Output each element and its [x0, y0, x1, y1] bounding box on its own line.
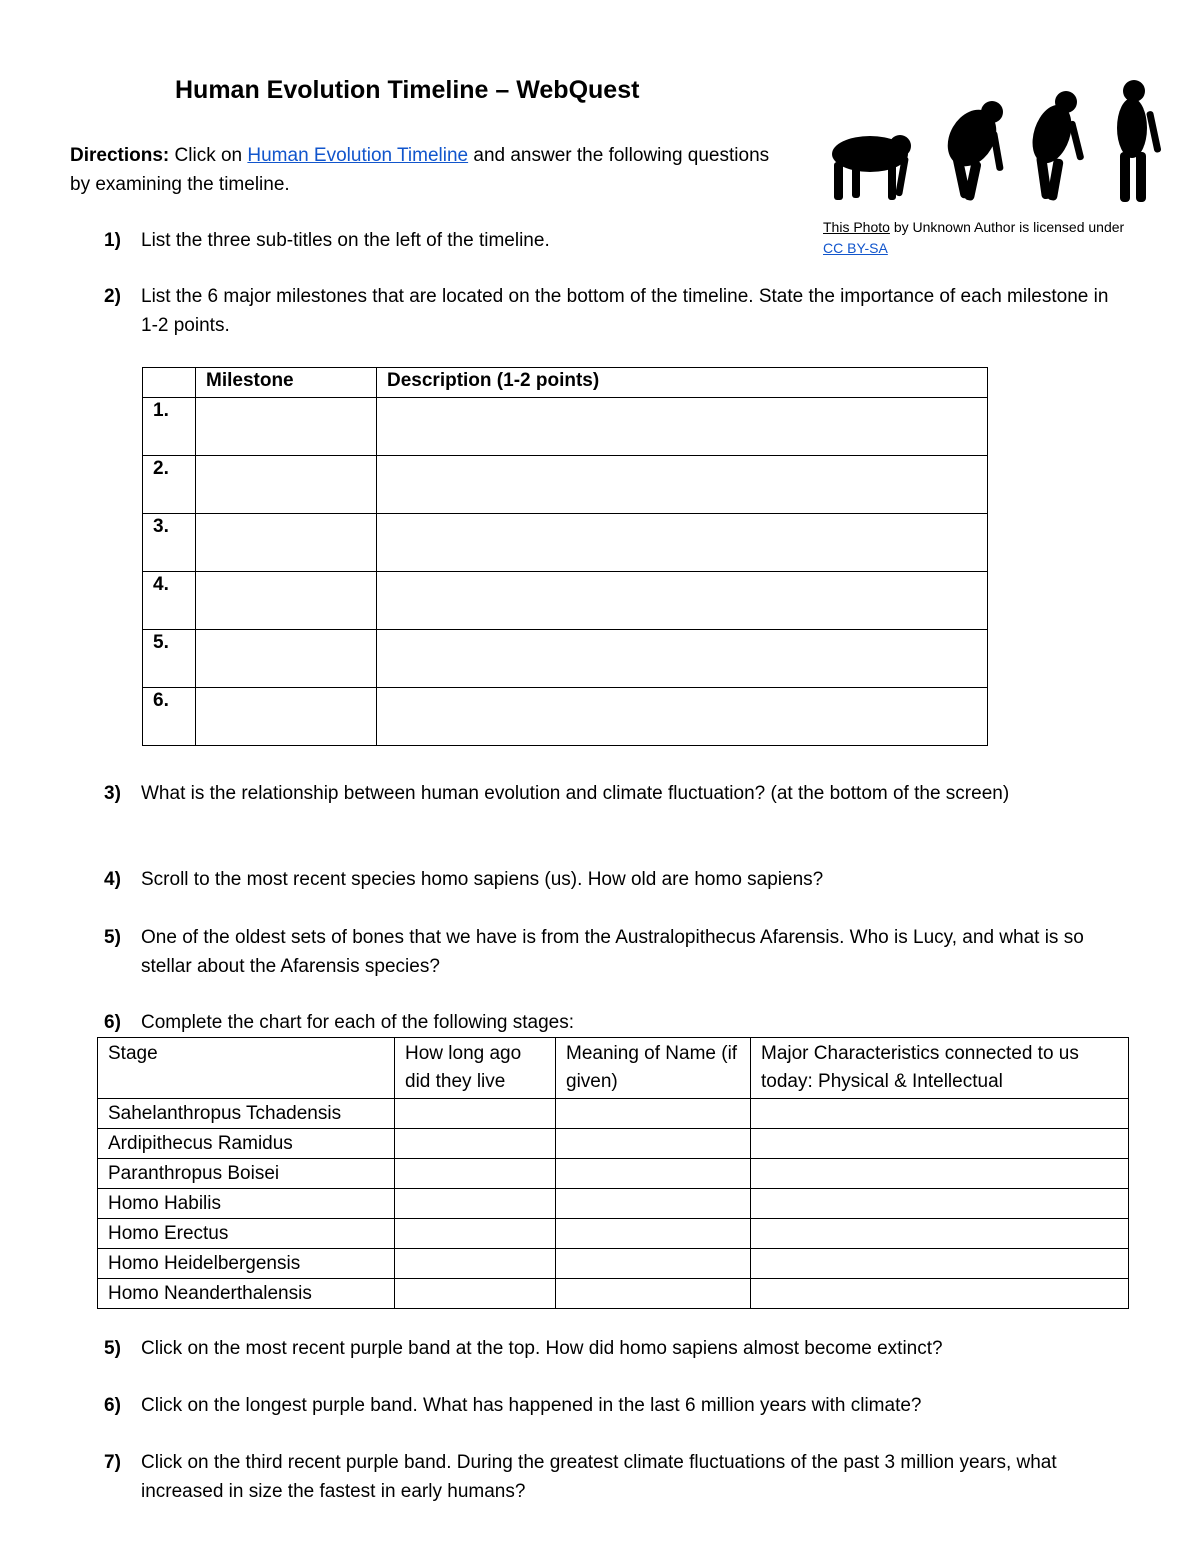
table-row: [143, 630, 988, 688]
table-row: [143, 688, 988, 746]
directions-after-link: and answer the following questions by examining the timeline.: [70, 145, 770, 195]
question-number: 6): [104, 1012, 121, 1033]
answer-cell[interactable]: [395, 1189, 556, 1219]
directions-before-link: Click on: [174, 145, 243, 166]
answer-cell[interactable]: [556, 1189, 751, 1219]
table-header: [143, 368, 196, 398]
question-7: [104, 1334, 1114, 1363]
description-cell[interactable]: [377, 456, 988, 514]
milestone-cell[interactable]: [196, 630, 377, 688]
answer-cell[interactable]: [751, 1219, 1129, 1249]
table-row: [98, 1219, 1129, 1249]
answer-cell[interactable]: [751, 1189, 1129, 1219]
stage-name: Homo Erectus: [98, 1219, 395, 1249]
answer-cell[interactable]: [395, 1159, 556, 1189]
table-header-row: [143, 368, 988, 398]
question-number: 2): [104, 286, 121, 307]
question-text: Scroll to the most recent species homo sapiens (us). How old are homo sapiens?: [141, 869, 824, 890]
stage-name: Ardipithecus Ramidus: [98, 1129, 395, 1159]
row-number: 1.: [143, 398, 196, 456]
evolution-silhouette-image: [822, 76, 1178, 204]
question-1: [104, 226, 1114, 255]
milestone-table: [142, 367, 988, 746]
table-row: [98, 1159, 1129, 1189]
question-text: One of the oldest sets of bones that we have is from the Australopithecus Afarensis. Who is Lucy, and what is so stellar about the Afarensis species?: [141, 927, 1084, 977]
timeline-link[interactable]: Human Evolution Timeline: [247, 145, 469, 166]
answer-cell[interactable]: [751, 1249, 1129, 1279]
question-number: 5): [104, 927, 121, 948]
question-9: [104, 1448, 1114, 1506]
credit-text: by Unknown Author is licensed under: [893, 219, 1125, 235]
question-text: List the three sub-titles on the left of the timeline.: [141, 230, 550, 251]
question-text: List the 6 major milestones that are located on the bottom of the timeline. State the importance of each milestone in 1-2 points.: [141, 286, 1109, 336]
description-cell[interactable]: [377, 688, 988, 746]
question-3: [104, 779, 1114, 808]
row-number: 2.: [143, 456, 196, 514]
question-2: [104, 282, 1114, 340]
row-number: 5.: [143, 630, 196, 688]
answer-cell[interactable]: [395, 1129, 556, 1159]
answer-cell[interactable]: [395, 1279, 556, 1309]
table-row: [98, 1099, 1129, 1129]
answer-cell[interactable]: [556, 1219, 751, 1249]
photo-link[interactable]: This Photo: [823, 219, 890, 235]
milestone-cell[interactable]: [196, 688, 377, 746]
row-number: 4.: [143, 572, 196, 630]
question-text: Click on the most recent purple band at the top. How did homo sapiens almost become extinct?: [141, 1338, 943, 1359]
table-row: [143, 572, 988, 630]
answer-cell[interactable]: [395, 1219, 556, 1249]
answer-cell[interactable]: [556, 1279, 751, 1309]
answer-cell[interactable]: [395, 1249, 556, 1279]
stage-name: Sahelanthropus Tchadensis: [98, 1099, 395, 1129]
answer-cell[interactable]: [556, 1249, 751, 1279]
question-5: [104, 923, 1114, 981]
table-row: [98, 1129, 1129, 1159]
table-row: [143, 398, 988, 456]
table-header: How long ago did they live: [395, 1038, 556, 1099]
directions: [70, 141, 790, 199]
question-text: Click on the longest purple band. What has happened in the last 6 million years with climate?: [141, 1395, 922, 1416]
question-number: 3): [104, 783, 121, 804]
table-header: Description (1-2 points): [377, 368, 988, 398]
answer-cell[interactable]: [556, 1129, 751, 1159]
question-number: 5): [104, 1338, 121, 1359]
license-link[interactable]: CC BY-SA: [823, 240, 888, 256]
question-number: 1): [104, 230, 121, 251]
table-row: [98, 1189, 1129, 1219]
stage-table: [97, 1037, 1129, 1309]
stage-name: Homo Heidelbergensis: [98, 1249, 395, 1279]
answer-cell[interactable]: [751, 1279, 1129, 1309]
answer-cell[interactable]: [395, 1099, 556, 1129]
question-number: 4): [104, 869, 121, 890]
row-number: 6.: [143, 688, 196, 746]
table-row: [143, 514, 988, 572]
table-header: Milestone: [196, 368, 377, 398]
table-header-row: [98, 1038, 1129, 1099]
answer-cell[interactable]: [556, 1159, 751, 1189]
table-row: [98, 1279, 1129, 1309]
question-text: Complete the chart for each of the following stages:: [141, 1012, 575, 1033]
page-title: Human Evolution Timeline – WebQuest: [175, 76, 640, 104]
stage-name: Homo Neanderthalensis: [98, 1279, 395, 1309]
directions-label: Directions:: [70, 145, 170, 166]
description-cell[interactable]: [377, 630, 988, 688]
answer-cell[interactable]: [751, 1159, 1129, 1189]
answer-cell[interactable]: [556, 1099, 751, 1129]
milestone-cell[interactable]: [196, 514, 377, 572]
question-number: 7): [104, 1452, 121, 1473]
table-header: Stage: [98, 1038, 395, 1099]
milestone-cell[interactable]: [196, 398, 377, 456]
question-4: [104, 865, 1114, 894]
description-cell[interactable]: [377, 572, 988, 630]
question-text: Click on the third recent purple band. During the greatest climate fluctuations of the past 3 million years, what increased in size the fastest in early humans?: [141, 1452, 1057, 1502]
stage-name: Paranthropus Boisei: [98, 1159, 395, 1189]
table-header: Major Characteristics connected to us today: Physical & Intellectual: [751, 1038, 1129, 1099]
table-row: [98, 1249, 1129, 1279]
question-8: [104, 1391, 1114, 1420]
table-row: [143, 456, 988, 514]
row-number: 3.: [143, 514, 196, 572]
question-text: What is the relationship between human evolution and climate fluctuation? (at the bottom of the screen): [141, 783, 1010, 804]
milestone-cell[interactable]: [196, 572, 377, 630]
question-6: [104, 1008, 1114, 1037]
answer-cell[interactable]: [751, 1129, 1129, 1159]
description-cell[interactable]: [377, 398, 988, 456]
stage-name: Homo Habilis: [98, 1189, 395, 1219]
milestone-cell[interactable]: [196, 456, 377, 514]
question-number: 6): [104, 1395, 121, 1416]
answer-cell[interactable]: [751, 1099, 1129, 1129]
table-header: Meaning of Name (if given): [556, 1038, 751, 1099]
description-cell[interactable]: [377, 514, 988, 572]
